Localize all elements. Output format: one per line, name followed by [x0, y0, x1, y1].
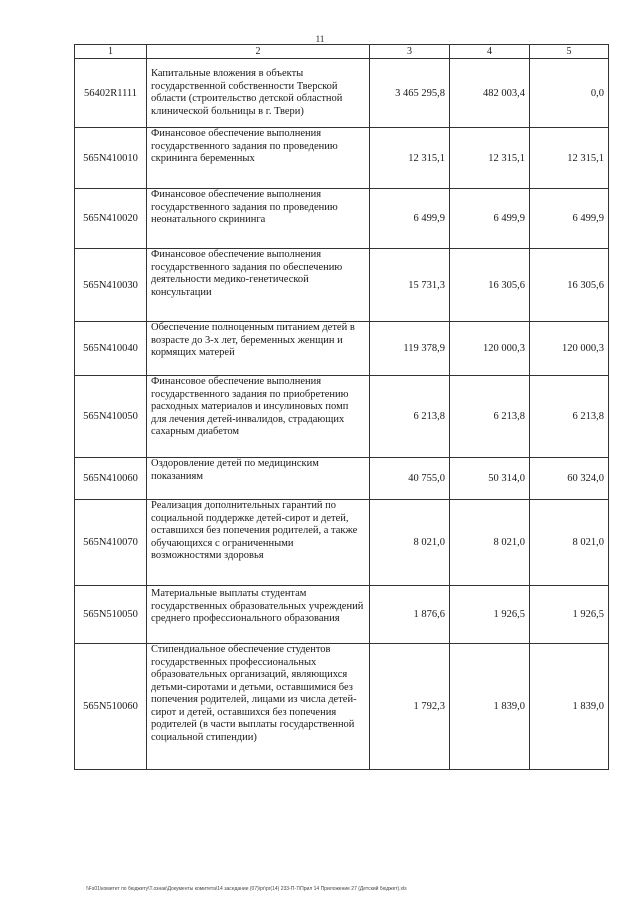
- row-value-4: 12 315,1: [450, 128, 530, 189]
- column-header: 1: [75, 45, 147, 59]
- row-code: 565N410030: [75, 249, 147, 322]
- row-code: 565N410070: [75, 500, 147, 586]
- row-value-5: 60 324,0: [530, 458, 609, 500]
- row-value-3: 15 731,3: [370, 249, 450, 322]
- row-value-4: 8 021,0: [450, 500, 530, 586]
- row-value-4: 6 499,9: [450, 189, 530, 249]
- row-value-4: 1 926,5: [450, 586, 530, 644]
- row-value-3: 1 792,3: [370, 644, 450, 770]
- row-name: Финансовое обеспечение выполнения государственного задания по приобретению расходных материалов и инсулиновых помп для лечения детей-инвалидов, страдающих сахарным диабетом: [147, 376, 370, 458]
- row-value-3: 3 465 295,8: [370, 59, 450, 128]
- table-row: [75, 249, 609, 322]
- row-value-5: 12 315,1: [530, 128, 609, 189]
- row-value-3: 6 213,8: [370, 376, 450, 458]
- row-value-5: 120 000,3: [530, 322, 609, 376]
- row-value-3: 1 876,6: [370, 586, 450, 644]
- row-value-4: 1 839,0: [450, 644, 530, 770]
- row-value-3: 8 021,0: [370, 500, 450, 586]
- row-code: 565N510050: [75, 586, 147, 644]
- table-row: [75, 644, 609, 770]
- column-header: 3: [370, 45, 450, 59]
- table-row: [75, 322, 609, 376]
- row-code: 565N510060: [75, 644, 147, 770]
- row-value-5: 0,0: [530, 59, 609, 128]
- table-header-row: [75, 45, 609, 59]
- row-code: 565N410050: [75, 376, 147, 458]
- table-row: [75, 376, 609, 458]
- row-name: Финансовое обеспечение выполнения государственного задания по проведению неонатального скрининга: [147, 189, 370, 249]
- page-number: 11: [315, 34, 325, 44]
- table-row: [75, 458, 609, 500]
- row-value-5: 1 839,0: [530, 644, 609, 770]
- row-value-4: 6 213,8: [450, 376, 530, 458]
- row-name: Материальные выплаты студентам государственных образовательных учреждений среднего профессионального образования: [147, 586, 370, 644]
- budget-table: [74, 44, 609, 770]
- table-row: [75, 500, 609, 586]
- table-row: [75, 59, 609, 128]
- table-row: [75, 128, 609, 189]
- row-code: 565N410010: [75, 128, 147, 189]
- footer-file-path: \\Fs01\комитет по бюджету\Т.ознак\Документы комитета\14 заседание (07)\pr\pr(14) 233-П-7\Прил 14 Приложение 27 (Детский бюджет).xls: [86, 886, 407, 892]
- row-name: Финансовое обеспечение выполнения государственного задания по проведению скрининга беременных: [147, 128, 370, 189]
- row-value-3: 119 378,9: [370, 322, 450, 376]
- row-value-4: 16 305,6: [450, 249, 530, 322]
- row-value-3: 40 755,0: [370, 458, 450, 500]
- row-value-5: 6 499,9: [530, 189, 609, 249]
- row-value-5: 16 305,6: [530, 249, 609, 322]
- row-code: 56402R1111: [75, 59, 147, 128]
- column-header: 5: [530, 45, 609, 59]
- row-value-3: 12 315,1: [370, 128, 450, 189]
- row-value-5: 1 926,5: [530, 586, 609, 644]
- row-name: Обеспечение полноценным питанием детей в возрасте до 3-х лет, беременных женщин и кормящих матерей: [147, 322, 370, 376]
- row-value-4: 120 000,3: [450, 322, 530, 376]
- row-code: 565N410040: [75, 322, 147, 376]
- row-value-4: 50 314,0: [450, 458, 530, 500]
- table-row: [75, 189, 609, 249]
- row-code: 565N410020: [75, 189, 147, 249]
- row-name: Оздоровление детей по медицинским показаниям: [147, 458, 370, 500]
- row-name: Капитальные вложения в объекты государственной собственности Тверской области (строительство детской областной клинической больницы в г. Твери): [147, 59, 370, 128]
- row-name: Стипендиальное обеспечение студентов государственных профессиональных образовательных организаций, являющихся детьми-сиротами и детьми, оставшимися без попечения родителей, лицами из числа детей-сирот и детей, оставшихся без попечения родителей (в части выплаты государственной социальной стипендии): [147, 644, 370, 770]
- row-value-5: 6 213,8: [530, 376, 609, 458]
- row-value-5: 8 021,0: [530, 500, 609, 586]
- row-value-3: 6 499,9: [370, 189, 450, 249]
- row-code: 565N410060: [75, 458, 147, 500]
- column-header: 4: [450, 45, 530, 59]
- row-name: Финансовое обеспечение выполнения государственного задания по обеспечению деятельности медико-генетической консультации: [147, 249, 370, 322]
- row-value-4: 482 003,4: [450, 59, 530, 128]
- column-header: 2: [147, 45, 370, 59]
- table-row: [75, 586, 609, 644]
- row-name: Реализация дополнительных гарантий по социальной поддержке детей-сирот и детей, оставшихся без попечения родителей, а также обучающихся с ограниченными возможностями здоровья: [147, 500, 370, 586]
